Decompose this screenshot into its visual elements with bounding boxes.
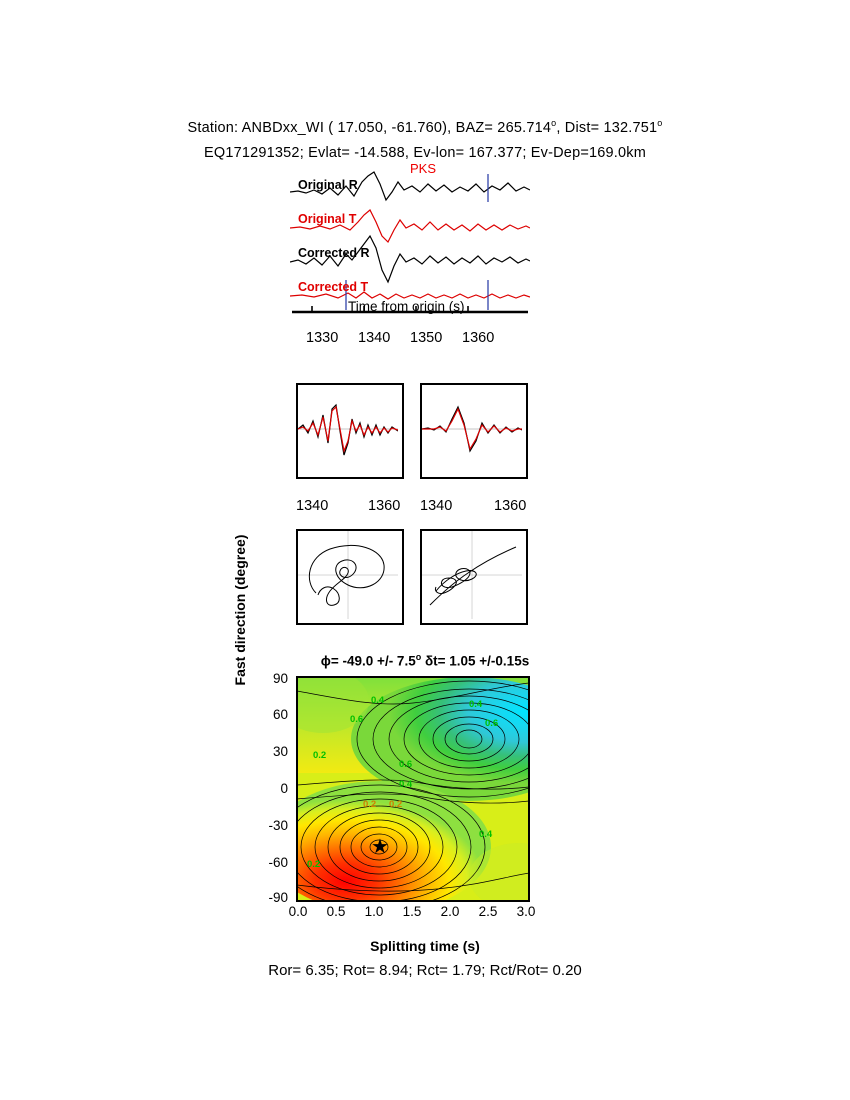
time-tick-1360: 1360 <box>462 330 495 346</box>
trace-label-corrected-r: Corrected R <box>298 246 370 260</box>
xtick-1-0: 1.0 <box>364 904 384 919</box>
contour-y-axis-label: Fast direction (degree) <box>232 534 248 686</box>
ytick-90: 90 <box>272 671 288 686</box>
waveform-left-traces <box>298 385 398 473</box>
time-tick-1340: 1340 <box>358 330 391 346</box>
contour-label-7: 0.2 <box>363 799 377 810</box>
waveform-left-tick-end: 1360 <box>368 498 401 514</box>
contour-label-2: 0.4 <box>469 699 483 710</box>
ytick-60: 60 <box>272 707 288 722</box>
trace-label-original-t: Original T <box>298 212 357 226</box>
xtick-0-5: 0.5 <box>326 904 346 919</box>
time-tick-1330: 1330 <box>306 330 339 346</box>
degree-sign-3: o <box>415 652 422 662</box>
trace-label-corrected-t: Corrected T <box>298 280 369 294</box>
waveform-box-right <box>420 383 528 479</box>
particle-motion-left-curve <box>298 531 398 619</box>
degree-sign-2: o <box>657 118 663 128</box>
header-station-text: Station: ANBDxx_WI ( 17.050, -61.760), BAZ= 265.714 <box>187 119 552 136</box>
particle-motion-box-right <box>420 529 528 625</box>
header-line-2: EQ171291352; Evlat= -14.588, Ev-lon= 167.377; Ev-Dep=169.0km <box>203 145 647 161</box>
xtick-0-0: 0.0 <box>288 904 308 919</box>
ytick-0: 0 <box>280 781 288 796</box>
contour-label-0: 0.4 <box>371 695 385 706</box>
waveform-right-traces <box>422 385 522 473</box>
particle-motion-right-curve <box>422 531 522 619</box>
xtick-2-0: 2.0 <box>440 904 460 919</box>
waveform-right-tick-start: 1340 <box>420 498 453 514</box>
xtick-1-5: 1.5 <box>402 904 422 919</box>
waveform-box-left <box>296 383 404 479</box>
waveform-right-tick-end: 1360 <box>494 498 527 514</box>
contour-label-4: 0.2 <box>313 750 327 761</box>
header-line-1 <box>0 118 850 136</box>
contour-label-8: 0.2 <box>389 799 403 810</box>
trace-label-original-r: Original R <box>298 178 358 192</box>
phi-value-text: ϕ= -49.0 +/- 7.5 <box>320 653 416 669</box>
contour-label-10: 0.2 <box>307 859 321 870</box>
error-surface-contour-plot <box>296 676 530 902</box>
waveform-left-tick-start: 1340 <box>296 498 329 514</box>
seismogram-traces <box>290 170 530 320</box>
contour-label-5: 0.6 <box>399 759 413 770</box>
xtick-3-0: 3.0 <box>516 904 536 919</box>
quality-metrics-footer: Ror= 6.35; Rot= 8.94; Rct= 1.79; Rct/Rot= 0.20 <box>268 962 582 979</box>
contour-label-1: 0.6 <box>350 714 364 725</box>
particle-motion-box-left <box>296 529 404 625</box>
splitting-result-title <box>0 652 850 669</box>
header-dist-text: , Dist= 132.751 <box>556 119 658 136</box>
ytick-30: 30 <box>272 744 288 759</box>
ytick-m90: -90 <box>268 890 288 905</box>
contour-label-3: 0.6 <box>485 718 499 729</box>
dt-value-text: δt= 1.05 +/-0.15s <box>421 653 530 669</box>
ytick-m30: -30 <box>268 818 288 833</box>
time-axis-title: Time from origin (s) <box>348 299 465 314</box>
degree-sign-1: o <box>551 118 557 128</box>
contour-label-9: 0.4 <box>479 829 493 840</box>
seismogram-panel <box>290 161 530 320</box>
contour-x-axis-label: Splitting time (s) <box>370 938 480 954</box>
pks-phase-label: PKS <box>410 161 437 176</box>
contour-surface <box>297 677 529 901</box>
xtick-2-5: 2.5 <box>478 904 498 919</box>
contour-label-6: 0.4 <box>399 779 413 790</box>
ytick-m60: -60 <box>268 855 288 870</box>
minimum-star-marker: ★ <box>371 836 389 858</box>
time-tick-1350: 1350 <box>410 330 443 346</box>
